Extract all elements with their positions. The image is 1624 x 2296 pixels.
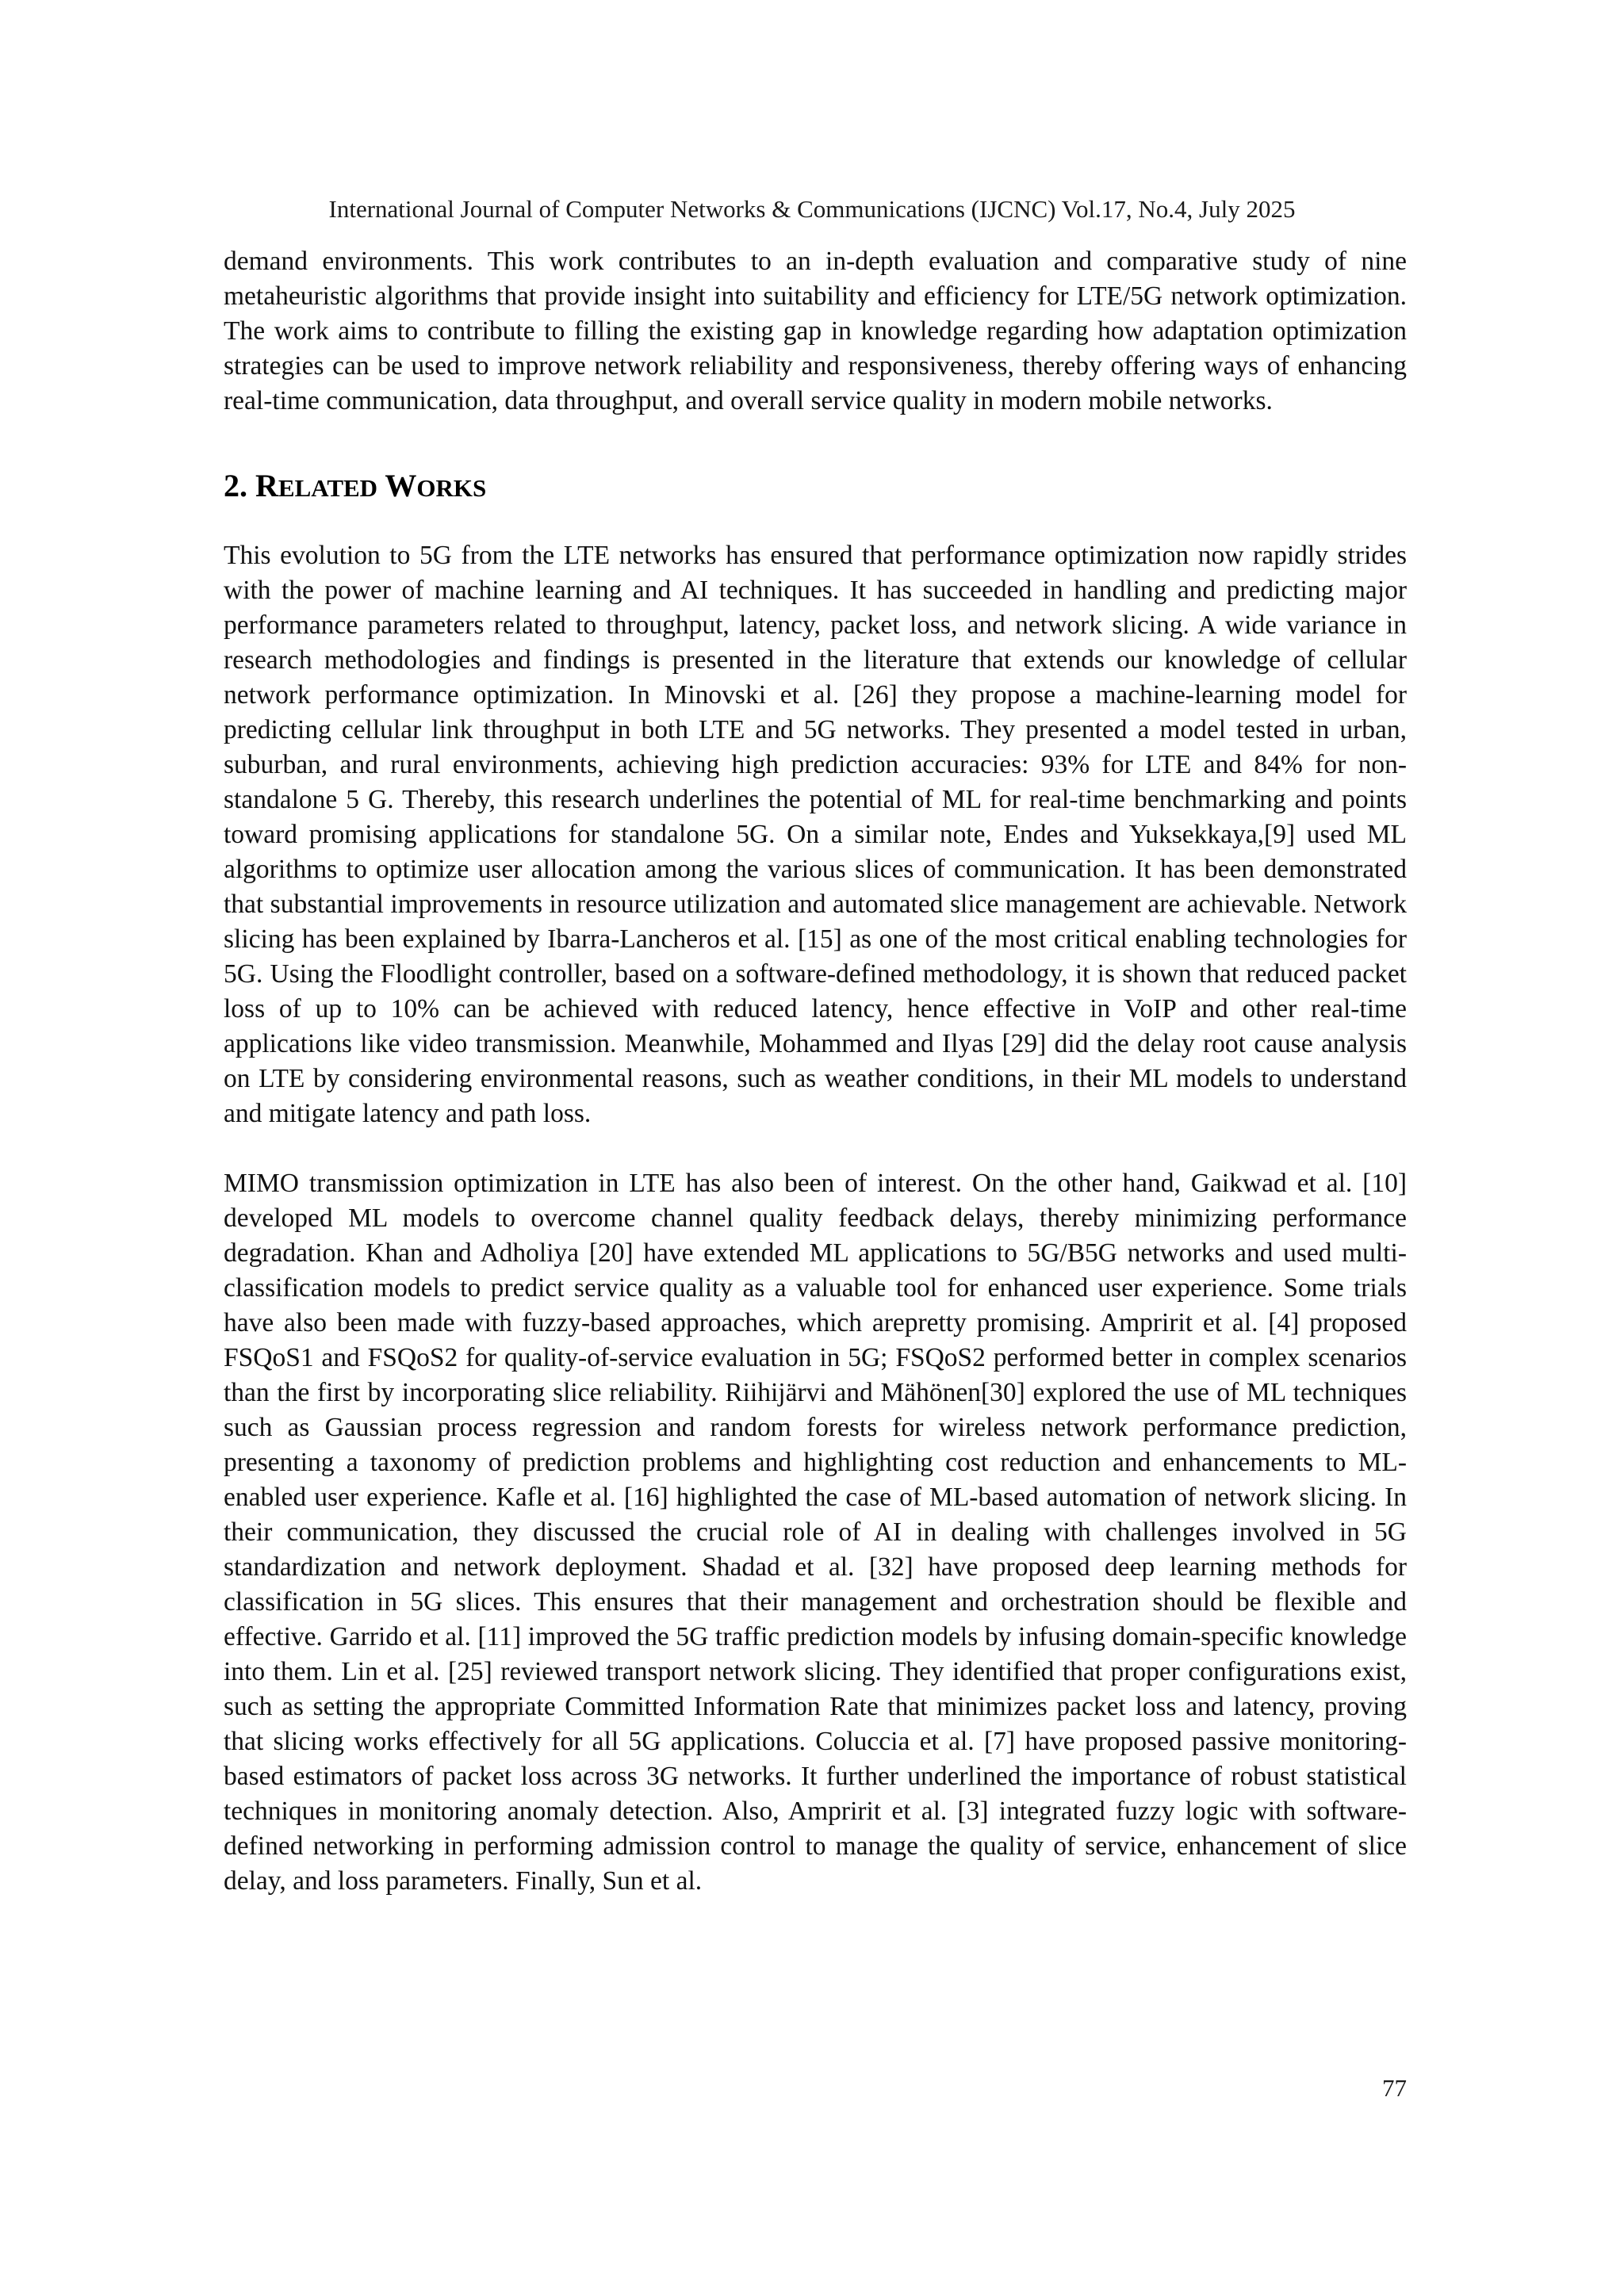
body-paragraph: MIMO transmission optimization in LTE has also been of interest. On the other hand, Gaikwad et al. [10] developed ML models to overcome channel quality feedback delays, thereby minimizing performance degradation. Khan and Adholiya [20] have extended ML applications to 5G/B5G networks and used multi-classification models to predict service quality as a valuable tool for enhanced user experience. Some trials have also been made with fuzzy-based approaches, which arepretty promising. Ampririt et al. [4] proposed FSQoS1 and FSQoS2 for quality-of-service evaluation in 5G; FSQoS2 performed better in complex scenarios than the first by incorporating slice reliability. Riihijärvi and Mähönen[30] explored the use of ML techniques such as Gaussian process regression and random forests for wireless network performance prediction, presenting a taxonomy of prediction problems and highlighting cost reduction and enhancements to ML-enabled user experience. Kafle et al. [16] highlighted the case of ML-based automation of network slicing. In their communication, they discussed the crucial role of AI in dealing with challenges involved in 5G standardization and network deployment. Shadad et al. [32] have proposed deep learning methods for classification in 5G slices. This ensures that their management and orchestration should be flexible and effective. Garrido et al. [11] improved the 5G traffic prediction models by infusing domain-specific knowledge into them. Lin et al. [25] reviewed transport network slicing. They identified that proper configurations exist, such as setting the appropriate Committed Information Rate that minimizes packet loss and latency, proving that slicing works effectively for all 5G applications. Coluccia et al. [7] have proposed passive monitoring-based estimators of packet loss across 3G networks. It further underlined the importance of robust statistical techniques in monitoring anomaly detection. Also, Ampririt et al. [3] integrated fuzzy logic with software-defined networking in performing admission control to manage the quality of service, enhancement of slice delay, and loss parameters. Finally, Sun et al. [224, 1169, 1407, 1896]
page-number: 77 [1382, 2074, 1407, 2102]
intro-paragraph: demand environments. This work contributes to an in-depth evaluation and comparative study of nine metaheuristic algorithms that provide insight into suitability and efficiency for LTE/5G network optimization. The work aims to contribute to filling the existing gap in knowledge regarding how adaptation optimization strategies can be used to improve network reliability and responsiveness, thereby offering ways of enhancing real-time communication, data throughput, and overall service quality in modern mobile networks. [224, 247, 1407, 415]
section-title-initial: R [255, 468, 278, 503]
running-header: International Journal of Computer Networks & Communications (IJCNC) Vol.17, No.4, July 2025 [328, 195, 1296, 223]
section-heading [224, 466, 1407, 508]
body-paragraph: This evolution to 5G from the LTE networks has ensured that performance optimization now rapidly strides with the power of machine learning and AI techniques. It has succeeded in handling and predicting major performance parameters related to throughput, latency, packet loss, and network slicing. A wide variance in research methodologies and findings is presented in the literature that extends our knowledge of cellular network performance optimization. In Minovski et al. [26] they propose a machine-learning model for predicting cellular link throughput in both LTE and 5G networks. They presented a model tested in urban, suburban, and rural environments, achieving high prediction accuracies: 93% for LTE and 84% for non-standalone 5 G. Thereby, this research underlines the potential of ML for real-time benchmarking and points toward promising applications for standalone 5G. On a similar note, Endes and Yuksekkaya,[9] used ML algorithms to optimize user allocation among the various slices of communication. It has been demonstrated that substantial improvements in resource utilization and automated slice management are achievable. Network slicing has been explained by Ibarra-Lancheros et al. [15] as one of the most critical enabling technologies for 5G. Using the Floodlight controller, based on a software-defined methodology, it is shown that reduced packet loss of up to 10% can be achieved with reduced latency, hence effective in VoIP and other real-time applications like video transmission. Meanwhile, Mohammed and Ilyas [29] did the delay root cause analysis on LTE by considering environmental reasons, such as weather conditions, in their ML models to understand and mitigate latency and path loss. [224, 541, 1407, 1128]
section-number: 2. [224, 468, 247, 503]
section-title-smallcaps: ORKS [416, 474, 487, 502]
page-body [224, 244, 1407, 1899]
section-title-initial: W [385, 468, 417, 503]
section-title-smallcaps: ELATED [278, 474, 378, 502]
section-title [255, 468, 486, 503]
